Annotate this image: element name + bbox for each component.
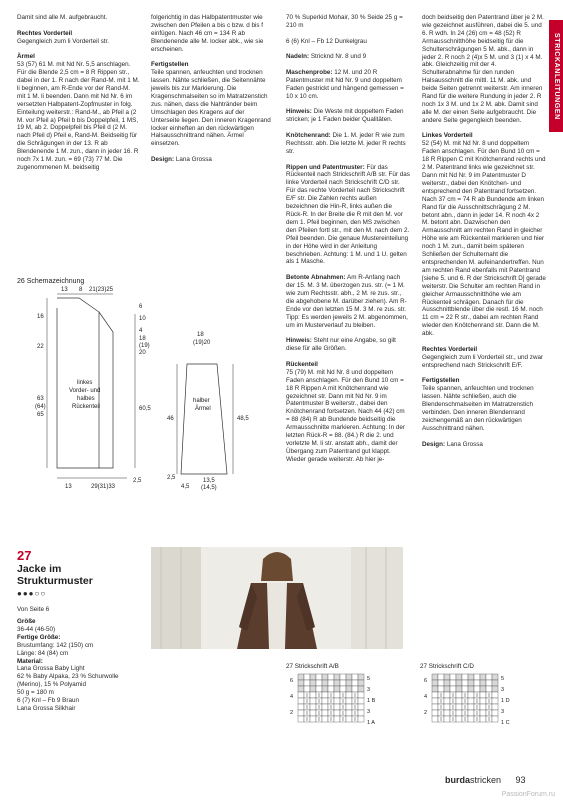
paragraph-text: Am R-Anfang nach der 15. M. 3 M. überzogen zus. str. (= 1 M. wie zum Rechtsstr. abh., 2 M. re zus. str., die abgehobene M. darüber ziehen). Am R-Ende vor den letzten 15 M. 3 M. re zus. str. Tipp: Es werden jeweils 2 M. abgenommen, um im Musterverlauf zu bleiben. bbox=[286, 274, 408, 329]
chart-cell bbox=[322, 710, 328, 716]
chart-cell bbox=[322, 686, 328, 692]
chart-cell bbox=[480, 674, 486, 680]
schema-center-label: linkes Vorder- und halbes Rückenteil bbox=[69, 380, 101, 410]
chart-cell bbox=[322, 698, 328, 704]
chart-cell bbox=[480, 686, 486, 692]
page-number: 93 bbox=[515, 775, 526, 785]
chart-cell bbox=[310, 674, 316, 680]
chart-cell bbox=[298, 680, 304, 686]
schema-left-2: 22 bbox=[37, 344, 44, 350]
paragraph: Teile spannen, anfeuchten und trocknen lassen. Nähte schließen, die Seitennähte jeweils bis zur Markierung. Die Kragenschmalseiten so im Matratzenstich zus. nähen, dass die Nahtränder beim Umschlagen des Kragens auf der Unterseite liegen. Den inneren Kragenrand locker einheften an den rückwärtigen Halsausschnittrand nähen. Ärmel einsetzen. bbox=[151, 69, 271, 148]
section-27-number: 27 bbox=[17, 548, 32, 563]
keyed-paragraph bbox=[286, 274, 410, 329]
chart-cell bbox=[468, 680, 474, 686]
chart-cell bbox=[492, 716, 498, 722]
sleeve-bottom-2: 4,5 bbox=[181, 484, 190, 490]
chart-cell bbox=[432, 686, 438, 692]
material-line-3: 50 g = 180 m bbox=[17, 689, 54, 697]
chart-cell bbox=[328, 674, 334, 680]
section-heading: Linkes Vorderteil bbox=[422, 132, 473, 140]
chart-cell bbox=[492, 686, 498, 692]
chart-cell bbox=[468, 698, 474, 704]
model-photo bbox=[151, 547, 403, 649]
section-27-details bbox=[17, 618, 140, 713]
chart-cd-title: 27 Strickschrift C/D bbox=[420, 663, 474, 670]
chart-row-number: 4 bbox=[424, 694, 428, 700]
paragraph-text: Für das Rückenteil nach Strickschrift A/B str. Für das linke Vorderteil nach Strickschrift C/D str. Für das rechte Vorderteil nach Strickschrift E/F str. Die Zahlen rechts außen bezeichnen die Hin-R, links außen die Rück-R. In der Breite die R mit den M. vor dem 1. Pfeil beginnen, den MS zwischen den Pfeilen fortl str., mit den M. nach dem 2. Pfeil beenden. Die genaue Mustereinteilung in der Höhe wird in der Anleitung beschrieben. Achtung: 1 M. und 1 U. gelten als 1 Masche. bbox=[286, 163, 410, 266]
chart-cell bbox=[486, 686, 492, 692]
chart-row-number: 2 bbox=[424, 710, 428, 716]
paragraph-label: Nadeln: bbox=[286, 53, 310, 61]
schema-right-4: 18 (19) 20 bbox=[139, 336, 150, 356]
chart-cell bbox=[352, 674, 358, 680]
chart-cell bbox=[346, 692, 352, 698]
chart-cell bbox=[310, 716, 316, 722]
chart-cell bbox=[432, 710, 438, 716]
chart-cell bbox=[298, 710, 304, 716]
chart-cell bbox=[298, 716, 304, 722]
paragraph-label: Knötchenrand: bbox=[286, 132, 331, 140]
text-column-4 bbox=[422, 14, 546, 456]
chart-cell bbox=[298, 674, 304, 680]
paragraph: 6 (6) Knl – Fb 12 Dunkelgrau bbox=[286, 37, 367, 45]
size-value: 36-44 (46-50) bbox=[17, 625, 56, 633]
chart-cell bbox=[462, 674, 468, 680]
chart-cell bbox=[334, 716, 340, 722]
chart-cell bbox=[340, 674, 346, 680]
chart-cell bbox=[298, 686, 304, 692]
chart-cell bbox=[346, 686, 352, 692]
schema-left-1: 16 bbox=[37, 314, 44, 320]
chart-cell bbox=[322, 704, 328, 710]
chart-cell bbox=[310, 686, 316, 692]
chart-cell bbox=[474, 674, 480, 680]
chart-cell bbox=[456, 698, 462, 704]
section-heading: Fertigstellen bbox=[151, 61, 189, 69]
chart-cell bbox=[444, 698, 450, 704]
chart-cell bbox=[310, 680, 316, 686]
chart-cd bbox=[420, 660, 544, 770]
schema-right-5: 60,5 bbox=[139, 406, 151, 412]
chart-row-number: 4 bbox=[290, 694, 294, 700]
chart-cell bbox=[444, 716, 450, 722]
keyed-paragraph bbox=[286, 337, 410, 353]
paragraph-text: 12 M. und 20 R Patentmuster mit Nd Nr. 9 und doppeltem Faden gestrickt und hängend gemessen = 10 x 10 cm. bbox=[286, 69, 404, 100]
chart-row-label: 5 bbox=[367, 676, 371, 682]
paragraph: 52 (54) M. mit Nd Nr. 8 und doppeltem Faden anschlagen. Für den Bund 10 cm = 18 R Rippen C mit Knötchenrand rechts und 2 M. Patentrand links wie gezeichnet str. Dann mit Nd Nr. 9 im Patentmuster D weiterstr., dabei den Knötchen- und entsprechend den Patentrand fortsetzen. Nach 37 cm = 74 R ab Bundende am linken Rand für die Ausschnittschrägung 2 M. betont abn., dann in jeder 14. R noch 4x 2 M. betont abn. Dazwischen den Armausschnitt am rechten Rand in gleicher Höhe wie am Rückenteil markieren und hier noch 1 M. zun., damit beim späteren Schließen der Schulternaht die entsprechenden M. aufeinandertreffen. Nun am rechten Rand ebenfalls mit Patentrand [siehe 5. und 6. R der Strickschrift D] gerade weiterstr. Die Schulter am rechten Rand in gleicher Armausschnitthöhe wie am Rückenteil schrägen. Danach für die Ausschnittblende über die restl. 16 M. noch 11 cm = 22 R str., dabei am rechten Rand wieder den Knötchenrand str. Dann die M. abk. bbox=[422, 140, 546, 338]
chart-row-number: 2 bbox=[290, 710, 294, 716]
chart-cell bbox=[450, 674, 456, 680]
chart-cell bbox=[316, 686, 322, 692]
section-27-title: Jacke im Strukturmuster bbox=[17, 563, 93, 587]
chart-cell bbox=[334, 710, 340, 716]
paragraph: folgerichtig in das Halbpatentmuster wie zwischen den Pfeilen a bis c bzw. d bis f einfügen. Nach 46 cm = 134 R ab Blendenende alle M. locker abk., wie sie erscheinen. bbox=[151, 14, 264, 53]
chart-cell bbox=[358, 716, 364, 722]
keyed-paragraph bbox=[286, 69, 410, 101]
chart-cell bbox=[474, 680, 480, 686]
chart-cell bbox=[462, 680, 468, 686]
chart-cell bbox=[432, 692, 438, 698]
chart-cell bbox=[322, 692, 328, 698]
paragraph-text: Steht nur eine Angabe, so gilt diese für alle Größen. bbox=[286, 337, 396, 353]
chart-row-label: 1 C bbox=[501, 720, 510, 726]
paragraph-label: Maschenprobe: bbox=[286, 69, 333, 77]
finished-size-value: Brustumfang: 142 (150) cm bbox=[17, 641, 94, 649]
page-footer bbox=[445, 775, 526, 785]
chart-cell bbox=[492, 674, 498, 680]
chart-cell bbox=[486, 674, 492, 680]
schema-right-2: 10 bbox=[139, 316, 146, 322]
chart-cell bbox=[328, 686, 334, 692]
schema-left-3: 63 (64) 65 bbox=[35, 396, 46, 418]
chart-row-label: 5 bbox=[501, 676, 505, 682]
paragraph-text: Stricknd Nr. 8 und 9 bbox=[310, 53, 367, 61]
chart-cell bbox=[328, 680, 334, 686]
section-27-header bbox=[17, 549, 140, 613]
paragraph: 75 (79) M. mit Nd Nr. 8 und doppeltem Faden anschlagen. Für den Bund 10 cm = 18 R Rippen A mit Knötchenrand wie gezeichnet str. Dann mit Nd Nr. 9 im Patentmuster B weiterstr., dabei den Knötchenrand fortsetzen. Nach 44 (42) cm = 88 (84) R ab Bundende beidseitig die Armausschnitte markieren. Achtung: In der letzten Rück-R = 88. (84.) R die 2. und vorletzte M. li str. anstatt abh., damit der Übergang zum Patentrand gut klappt. Wieder gerade weiterstr. Ab hier je- bbox=[286, 368, 405, 463]
schema-top-3: 21(23)25 bbox=[89, 287, 114, 293]
sleeve-bottom-1: 2,5 bbox=[167, 475, 176, 481]
schematic-title: 26 Schemazeichnung bbox=[17, 278, 85, 285]
chart-cell bbox=[462, 686, 468, 692]
section-heading: Rechtes Vorderteil bbox=[17, 29, 73, 37]
section-heading: Rechtes Vorderteil bbox=[422, 345, 478, 353]
chart-cell bbox=[468, 674, 474, 680]
schema-top-2: 8 bbox=[79, 287, 83, 293]
size-label: Größe bbox=[17, 618, 36, 625]
chart-cell bbox=[358, 674, 364, 680]
chart-cell bbox=[444, 710, 450, 716]
design-credit bbox=[422, 441, 546, 449]
chart-cell bbox=[358, 698, 364, 704]
chart-cell bbox=[316, 680, 322, 686]
chart-cell bbox=[316, 674, 322, 680]
chart-row-number: 6 bbox=[290, 678, 294, 684]
chart-cell bbox=[480, 710, 486, 716]
chart-cell bbox=[358, 680, 364, 686]
keyed-paragraph bbox=[286, 164, 410, 267]
chart-cell bbox=[456, 716, 462, 722]
watermark: PassionForum.ru bbox=[501, 791, 555, 798]
chart-cell bbox=[444, 674, 450, 680]
chart-cell bbox=[450, 680, 456, 686]
chart-cell bbox=[352, 680, 358, 686]
chart-cell bbox=[492, 692, 498, 698]
brand-name: burda bbox=[445, 775, 471, 785]
keyed-paragraph bbox=[286, 132, 410, 156]
finished-size-label: Fertige Größe: bbox=[17, 633, 61, 641]
chart-cell bbox=[334, 698, 340, 704]
chart-cell bbox=[492, 704, 498, 710]
chart-cell bbox=[334, 686, 340, 692]
chart-cell bbox=[486, 680, 492, 686]
schema-bottom-2: 29(31)33 bbox=[91, 484, 116, 490]
chart-row-label: 1 D bbox=[501, 698, 510, 704]
chart-cell bbox=[322, 680, 328, 686]
chart-row-label: 3 bbox=[367, 687, 371, 693]
sleeve-bottom-3: 13,5 (14,5) bbox=[201, 478, 217, 491]
chart-cell bbox=[456, 686, 462, 692]
chart-cell bbox=[468, 686, 474, 692]
schema-bottom-1: 13 bbox=[65, 484, 72, 490]
chart-cell bbox=[358, 692, 364, 698]
text-column-2 bbox=[151, 14, 274, 172]
chart-cell bbox=[298, 704, 304, 710]
chart-cell bbox=[456, 710, 462, 716]
material-label: Material: bbox=[17, 657, 43, 665]
material-line-5: Lana Grossa Silkhair bbox=[17, 704, 76, 712]
length-value: Länge: 84 (84) cm bbox=[17, 649, 69, 657]
chart-cell bbox=[298, 692, 304, 698]
chart-cell bbox=[346, 680, 352, 686]
chart-cell bbox=[322, 716, 328, 722]
section-27-from: Von Seite 6 bbox=[17, 606, 50, 613]
chart-ab bbox=[286, 660, 410, 770]
paragraph-label: Rippen und Patentmuster: bbox=[286, 163, 365, 171]
section-heading: Fertigstellen bbox=[422, 377, 460, 385]
chart-cell bbox=[358, 686, 364, 692]
chart-cell bbox=[468, 692, 474, 698]
chart-row-number: 6 bbox=[424, 678, 428, 684]
chart-cell bbox=[340, 680, 346, 686]
section-tab: STRICKANLEITUNGEN bbox=[549, 20, 563, 132]
chart-cell bbox=[432, 716, 438, 722]
chart-cell bbox=[304, 686, 310, 692]
difficulty-rating: ●●●○○ bbox=[17, 589, 47, 598]
section-heading: Ärmel bbox=[17, 53, 35, 61]
schema-right-3: 4 bbox=[139, 328, 143, 334]
paragraph: Gegengleich zum li Vorderteil str. bbox=[17, 37, 110, 45]
design-credit bbox=[151, 156, 274, 164]
brand-suffix: stricken bbox=[470, 775, 502, 785]
chart-cell bbox=[456, 674, 462, 680]
schema-bottom-3: 2,5 bbox=[133, 478, 142, 484]
chart-cell bbox=[346, 674, 352, 680]
chart-cell bbox=[304, 680, 310, 686]
chart-cell bbox=[444, 692, 450, 698]
material-line-1: Lana Grossa Baby Light bbox=[17, 665, 85, 673]
chart-cell bbox=[474, 686, 480, 692]
chart-cell bbox=[298, 698, 304, 704]
chart-cell bbox=[456, 680, 462, 686]
sleeve-top-label: 18 (19)20 bbox=[193, 332, 211, 346]
section-heading: Rückenteil bbox=[286, 360, 318, 368]
keyed-paragraph bbox=[286, 53, 410, 61]
chart-row-label: 3 bbox=[501, 687, 505, 693]
chart-row-label: 1 B bbox=[367, 698, 376, 704]
chart-cell bbox=[468, 710, 474, 716]
chart-cell bbox=[358, 710, 364, 716]
chart-cell bbox=[492, 680, 498, 686]
chart-cell bbox=[480, 698, 486, 704]
paragraph-label: Betonte Abnahmen: bbox=[286, 274, 346, 282]
chart-cell bbox=[358, 704, 364, 710]
paragraph-label: Hinweis: bbox=[286, 108, 312, 116]
chart-cell bbox=[468, 704, 474, 710]
chart-cell bbox=[432, 704, 438, 710]
chart-cell bbox=[310, 710, 316, 716]
chart-cell bbox=[310, 704, 316, 710]
paragraph-text: Lana Grossa bbox=[446, 440, 483, 448]
sleeve-label: halber Ärmel bbox=[193, 398, 211, 412]
chart-cell bbox=[444, 680, 450, 686]
chart-cell bbox=[492, 710, 498, 716]
material-line-4: 6 (7) Knl – Fb 9 Braun bbox=[17, 697, 79, 705]
sleeve-left: 46 bbox=[167, 416, 174, 422]
chart-cell bbox=[444, 686, 450, 692]
paragraph-label: Design: bbox=[422, 440, 446, 448]
schema-right-1: 6 bbox=[139, 304, 143, 310]
chart-cell bbox=[334, 704, 340, 710]
chart-cell bbox=[480, 692, 486, 698]
chart-cell bbox=[438, 680, 444, 686]
chart-cell bbox=[450, 686, 456, 692]
paragraph: Damit sind alle M. aufgebraucht. bbox=[17, 14, 108, 21]
chart-cell bbox=[346, 698, 352, 704]
schema-top-1: 13 bbox=[61, 287, 68, 293]
paragraph: Gegengleich zum li Vorderteil str., und zwar entsprechend nach Strickschrift E/F. bbox=[422, 353, 544, 369]
chart-cell bbox=[456, 704, 462, 710]
chart-cell bbox=[334, 674, 340, 680]
chart-cell bbox=[438, 674, 444, 680]
chart-cell bbox=[346, 710, 352, 716]
chart-cell bbox=[480, 680, 486, 686]
paragraph-label: Design: bbox=[151, 156, 175, 164]
chart-cell bbox=[480, 704, 486, 710]
paragraph: 70 % Superkid Mohair, 30 % Seide 25 g = 210 m bbox=[286, 14, 403, 29]
chart-cell bbox=[334, 692, 340, 698]
paragraph-label: Hinweis: bbox=[286, 337, 312, 345]
paragraph-text: Lana Grossa bbox=[175, 156, 212, 164]
chart-cell bbox=[444, 704, 450, 710]
paragraph-text: Die 1. M. jeder R wie zum Rechtsstr. abh. Die letzte M. jeder R rechts str. bbox=[286, 132, 406, 155]
keyed-paragraph bbox=[286, 108, 410, 124]
chart-cell bbox=[346, 704, 352, 710]
chart-row-label: 3 bbox=[501, 709, 505, 715]
text-column-1 bbox=[17, 14, 140, 180]
chart-cell bbox=[432, 680, 438, 686]
paragraph: Teile spannen, anfeuchten und trocknen lassen. Nähte schließen, auch die Blendenschmalseiten im Matratzenstich verbinden. Den inneren Blendenrand zeichengemäß an den rückwärtigen Ausschnittrand nähen. bbox=[422, 385, 534, 432]
chart-cell bbox=[352, 686, 358, 692]
chart-row-label: 3 bbox=[367, 709, 371, 715]
schematic-drawing bbox=[17, 274, 277, 494]
paragraph-text: Die Weste mit doppeltem Faden stricken; je 1 Faden beider Qualitäten. bbox=[286, 108, 404, 124]
chart-cell bbox=[346, 716, 352, 722]
chart-ab-title: 27 Strickschrift A/B bbox=[286, 663, 339, 670]
chart-cell bbox=[432, 674, 438, 680]
chart-cell bbox=[310, 692, 316, 698]
chart-cell bbox=[340, 686, 346, 692]
chart-row-label: 1 A bbox=[367, 720, 375, 726]
chart-cell bbox=[480, 716, 486, 722]
text-column-3 bbox=[286, 14, 410, 471]
chart-cell bbox=[334, 680, 340, 686]
chart-cell bbox=[432, 698, 438, 704]
sleeve-right: 48,5 bbox=[237, 416, 249, 422]
chart-cell bbox=[438, 686, 444, 692]
material-line-2: 62 % Baby Alpaka, 23 % Schurwolle (Merino), 15 % Polyamid bbox=[17, 673, 119, 689]
chart-cell bbox=[322, 674, 328, 680]
paragraph: doch beidseitig den Patentrand über je 2 M. wie gezeichnet ausführen, dabei die 5. und 6. R wdh. In 24 (26) cm = 48 (52) R Armausschnitthöhe beidseitig für die Schulterschrägungen 5 M. abk., dann in jeder 2. R noch 2 (4)x 5 M. und 3 (1) x 4 M. abk. Gleichzeitig mit der 4. Schulterabnahme für den runden Halsausschnitt die mittl. 11 M. abk. und beide Seiten getrennt weiterstr. Am inneren Rand für die weitere Rundung in jeder 2. R noch 1x 3 M. und 1x 2 M. abk. Damit sind alle M. der einen Seite aufgebraucht. Die andere Seite gegengleich beenden. bbox=[422, 14, 544, 124]
chart-cell bbox=[492, 698, 498, 704]
chart-cell bbox=[304, 674, 310, 680]
chart-cell bbox=[468, 716, 474, 722]
paragraph: 53 (57) 61 M. mit Nd Nr. 5,5 anschlagen. Für die Blende 2,5 cm = 8 R Rippen str., dabei in der 1. R nach der Rand-M. mit 1 M. li beginnen, am R-Ende vor der Rand-M. mit 1 M. li beenden. Dann mit Nd Nr. 6 im versetzten Halbpatent-Zopfmuster in folg. Einteilung weiterstr.: Rand-M., ab Pfeil a (2 M. vor Pfeil a) Pfeil b bis Doppelpfeil, 1 MS, 19 M, ab 2. Doppelpfeil bis Pfeil d (2 M. nach Pfeil d) Pfeil e, Rand-M. Beidseitig für die Schrägungen in der 13. R ab Blendenende 1 M. zun., dann in jeder 16. R noch 7x 1 M. zun. = 69 (73) 77 M. Die zugenommenen M. beidseitig bbox=[17, 61, 140, 171]
chart-cell bbox=[310, 698, 316, 704]
chart-cell bbox=[456, 692, 462, 698]
